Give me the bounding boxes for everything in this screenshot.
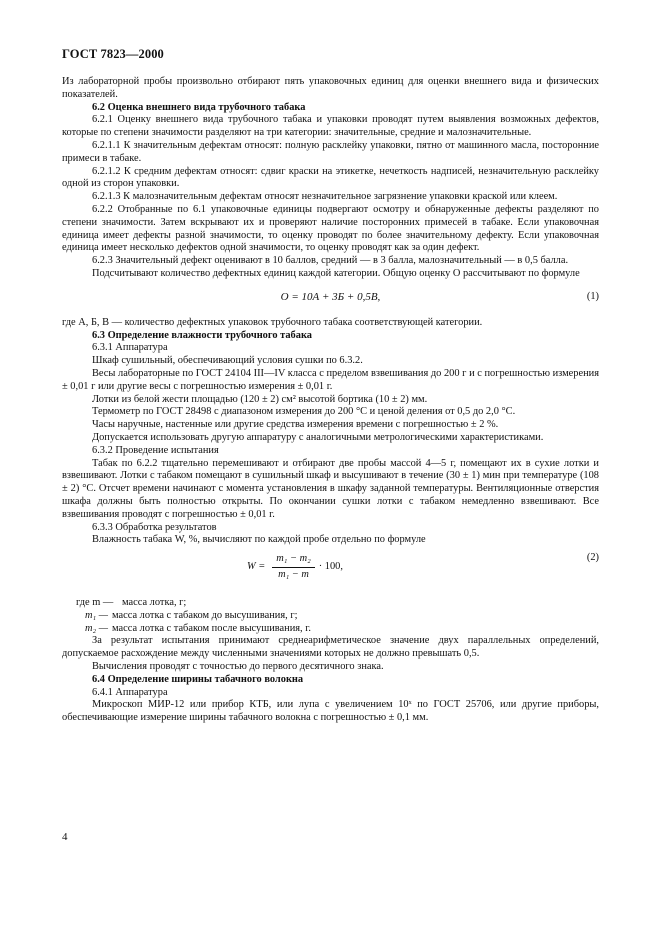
paragraph: Термометр по ГОСТ 28498 с диапазоном измерения до 200 °С и ценой деления от 0,5 до 2,0 °С. xyxy=(92,406,516,418)
section-heading: 6.4 Определение ширины табачного волокна xyxy=(92,673,304,685)
definition-row xyxy=(62,623,599,636)
section-heading: 6.2 Оценка внешнего вида трубочного табака xyxy=(92,101,306,113)
paragraph: Из лабораторной пробы произвольно отбирают пять упаковочных единиц для оценки внешнего вида и физических показателей. xyxy=(62,76,599,100)
document-body xyxy=(62,76,599,725)
formula-2 xyxy=(62,547,599,597)
paragraph: Микроскоп МИР-12 или прибор КТБ, или лупа с увеличением 10ˣ по ГОСТ 25706, или другие приборы, обеспечивающие измерение ширины табачного волокна с погрешностью ± 0,1 мм. xyxy=(62,699,599,724)
paragraph: Вычисления проводят с точностью до первого десятичного знака. xyxy=(92,661,384,673)
paragraph: 6.4.1 Аппаратура xyxy=(92,686,168,698)
paragraph: 6.2.1.2 К средним дефектам относят: сдвиг краски на этикетке, нечеткость надписей, незначительную расклейку одной из сторон упаковки. xyxy=(62,165,599,190)
definition-symbol: m₂ — xyxy=(85,622,108,634)
paragraph: Весы лабораторные по ГОСТ 24104 III—IV класса с пределом взвешивания до 200 г и с погрешностью измерения ± 0,01 г или другие весы с погрешностью измерения ± 0,01 г. xyxy=(62,367,599,392)
paragraph: 6.2.1.1 К значительным дефектам относят: полную расклейку упаковки, пятно от машинного масла, посторонние примеси в табаке. xyxy=(62,139,599,164)
paragraph: Допускается использовать другую аппаратуру с аналогичными метрологическими характеристиками. xyxy=(92,431,544,443)
paragraph: 6.3.2 Проведение испытания xyxy=(92,444,219,456)
formula-2-number: (2) xyxy=(586,552,599,564)
formula-2-numerator: m₁ − m₂ xyxy=(272,553,314,568)
paragraph: 6.2.2 Отобранные по 6.1 упаковочные единицы подвергают осмотру и обнаруженные дефекты разделяют по степени значимости. Затем вскрывают их и проверяют наличие посторонних примесей в табаке. Если упаковочная единица имеет дефекты разной значимости, то оценку проводят по более значительному дефекту. Если упаковочная единица имеет несколько дефектов одной значимости, то оценку проводят как за один дефект. xyxy=(62,203,599,254)
formula-2-definitions xyxy=(62,597,599,635)
page-number: 4 xyxy=(62,831,68,843)
paragraph: Шкаф сушильный, обеспечивающий условия сушки по 6.3.2. xyxy=(92,355,363,367)
formula-1 xyxy=(62,281,599,317)
paragraph: Подсчитывают количество дефектных единиц каждой категории. Общую оценку О рассчитывают по формуле xyxy=(92,267,580,279)
formula-2-lhs: W = xyxy=(247,560,266,572)
paragraph: Часы наручные, настенные или другие средства измерения времени с погрешностью ± 2 %. xyxy=(92,419,499,431)
paragraph: 6.3.1 Аппаратура xyxy=(92,342,168,354)
text-section-1 xyxy=(62,76,599,281)
paragraph: Лотки из белой жести площадью (120 ± 2) см² высотой бортика (10 ± 2) мм. xyxy=(92,393,428,405)
text-section-2 xyxy=(62,317,599,547)
paragraph: 6.2.1 Оценку внешнего вида трубочного табака и упаковки проводят путем выявления возможных дефектов, которые по степени значимости разделяют на три категории: значительные, средние и малозначительные. xyxy=(62,114,599,139)
text-section-3 xyxy=(62,635,599,725)
paragraph: За результат испытания принимают среднеарифметическое значение двух параллельных определений, допускаемое расхождение между численными значениями которых не должно превышать 0,5. xyxy=(62,635,599,660)
formula-2-fraction xyxy=(272,553,314,582)
paragraph: где А, Б, В — количество дефектных упаковок трубочного табака соответствующей категории. xyxy=(62,316,483,328)
definition-row xyxy=(62,610,599,623)
paragraph: 6.2.1.3 К малозначительным дефектам относят незначительное загрязнение упаковки краской или клеем. xyxy=(92,191,558,203)
formula-2-denominator: m₁ − m xyxy=(278,568,309,580)
definition-text: масса лотка с табаком после высушивания, г. xyxy=(112,622,311,634)
definition-text: масса лотка с табаком до высушивания, г; xyxy=(112,609,298,621)
formula-2-tail: · 100, xyxy=(318,560,343,572)
definition-symbol: где m — xyxy=(76,597,114,609)
formula-1-expression: О = 10А + 3Б + 0,5В, xyxy=(280,290,381,303)
paragraph: Влажность табака W, %, вычисляют по каждой пробе отдельно по формуле xyxy=(92,534,426,546)
definition-row xyxy=(62,597,599,610)
paragraph: Табак по 6.2.2 тщательно перемешивают и отбирают две пробы массой 4—5 г, помещают их в сухие лотки и взвешивают. Лотки с табаком помещают в сушильный шкаф и высушивают в течение (30 ± 1) мин при температуре (108 ± 2) °С. Отсчет времени начинают с момента установления в шкафу заданной температуры. Вентиляционные отверстия шкафа должны быть полностью открыты. По окончании сушки лотки с табаком немедленно взвешивают. Все взвешивания проводят с погрешностью ± 0,01 г. xyxy=(62,457,599,520)
definition-text: масса лотка, г; xyxy=(122,597,187,609)
document-header: ГОСТ 7823—2000 xyxy=(62,47,164,61)
paragraph: 6.2.3 Значительный дефект оценивают в 10 баллов, средний — в 3 балла, малозначительный — в 0,5 балла. xyxy=(92,255,569,267)
paragraph: 6.3.3 Обработка результатов xyxy=(92,521,217,533)
formula-2-expression xyxy=(247,553,343,582)
formula-1-number: (1) xyxy=(586,290,599,302)
section-heading: 6.3 Определение влажности трубочного табака xyxy=(92,329,312,341)
definition-symbol: m₁ — xyxy=(85,609,108,621)
